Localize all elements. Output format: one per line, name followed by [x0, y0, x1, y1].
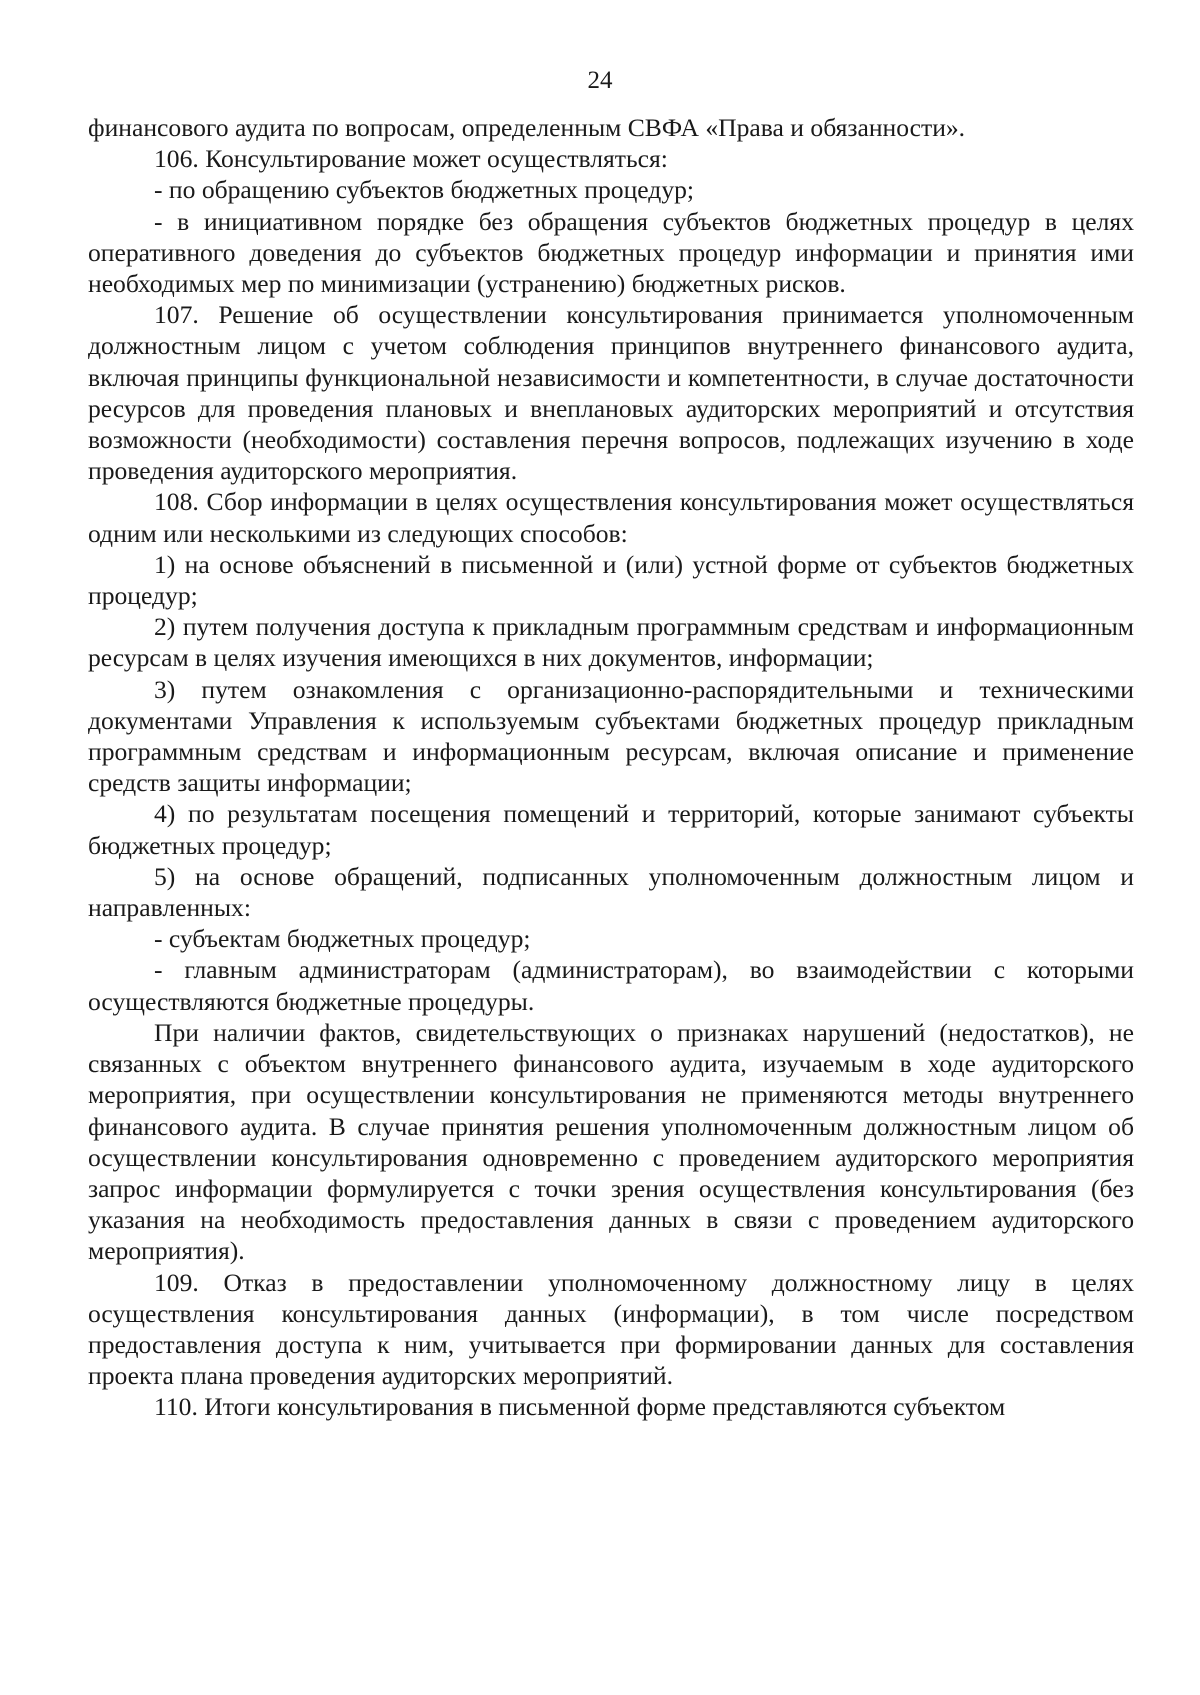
paragraph-108-item-1: 1) на основе объяснений в письменной и (или) устной форме от субъектов бюджетных процедур;: [88, 549, 1134, 611]
paragraph-106-item-1: - по обращению субъектов бюджетных процедур;: [154, 175, 695, 205]
document-body: [88, 112, 1134, 1423]
paragraph-108-note: При наличии фактов, свидетельствующих о признаках нарушений (недостатков), не связанных с объектом внутреннего финансового аудита, изучаемым в ходе аудиторского мероприятия, при осуществлении консультирования не применяются методы внутреннего финансового аудита. В случае принятия решения уполномоченным должностным лицом об осуществлении консультирования одновременно с проведением аудиторского мероприятия запрос информации формулируется с точки зрения осуществления консультирования (без указания на необходимость предоставления данных в связи с проведением аудиторского мероприятия).: [88, 1017, 1134, 1266]
paragraph-108-item-5-sub-2: - главным администраторам (администраторам), во взаимодействии с которыми осуществляются бюджетные процедуры.: [88, 955, 1134, 1016]
paragraph-110: 110. Итоги консультирования в письменной форме представляются субъектом: [154, 1392, 1006, 1422]
paragraph-108-item-5: 5) на основе обращений, подписанных уполномоченным должностным лицом и направленных:: [88, 861, 1134, 923]
paragraph-108-item-2: 2) путем получения доступа к прикладным программным средствам и информационным ресурсам в целях изучения имеющихся в них документов, информации;: [88, 612, 1134, 673]
paragraph-106: 106. Консультирование может осуществляться:: [154, 144, 668, 174]
page-number: 24: [587, 67, 613, 94]
paragraph-108-item-5-sub-1: - субъектам бюджетных процедур;: [154, 924, 531, 954]
paragraph-108-item-4: 4) по результатам посещения помещений и территорий, которые занимают субъекты бюджетных процедур;: [88, 799, 1134, 860]
paragraph-108: 108. Сбор информации в целях осуществления консультирования может осуществляться одним или несколькими из следующих способов:: [88, 487, 1134, 548]
paragraph-107: 107. Решение об осуществлении консультирования принимается уполномоченным должностным лицом с учетом соблюдения принципов внутреннего финансового аудита, включая принципы функциональной независимости и компетентности, в случае достаточности ресурсов для проведения плановых и внеплановых аудиторских мероприятий и отсутствия возможности (необходимости) составления перечня вопросов, подлежащих изучению в ходе проведения аудиторского мероприятия.: [88, 300, 1134, 486]
paragraph-109: 109. Отказ в предоставлении уполномоченному должностному лицу в целях осуществления консультирования данных (информации), в том числе посредством предоставления доступа к ним, учитывается при формировании данных для составления проекта плана проведения аудиторских мероприятий.: [88, 1267, 1134, 1391]
paragraph-continuation: финансового аудита по вопросам, определенным СВФА «Права и обязанности».: [88, 113, 966, 142]
paragraph-106-item-2: - в инициативном порядке без обращения субъектов бюджетных процедур в целях оперативного доведения до субъектов бюджетных процедур информации и принятия ими необходимых мер по минимизации (устранению) бюджетных рисков.: [88, 206, 1134, 299]
paragraph-108-item-3: 3) путем ознакомления с организационно-распорядительными и техническими документами Управления к используемым субъектами бюджетных процедур прикладным программным средствам и информационным ресурсам, включая описание и применение средств защиты информации;: [88, 674, 1134, 798]
